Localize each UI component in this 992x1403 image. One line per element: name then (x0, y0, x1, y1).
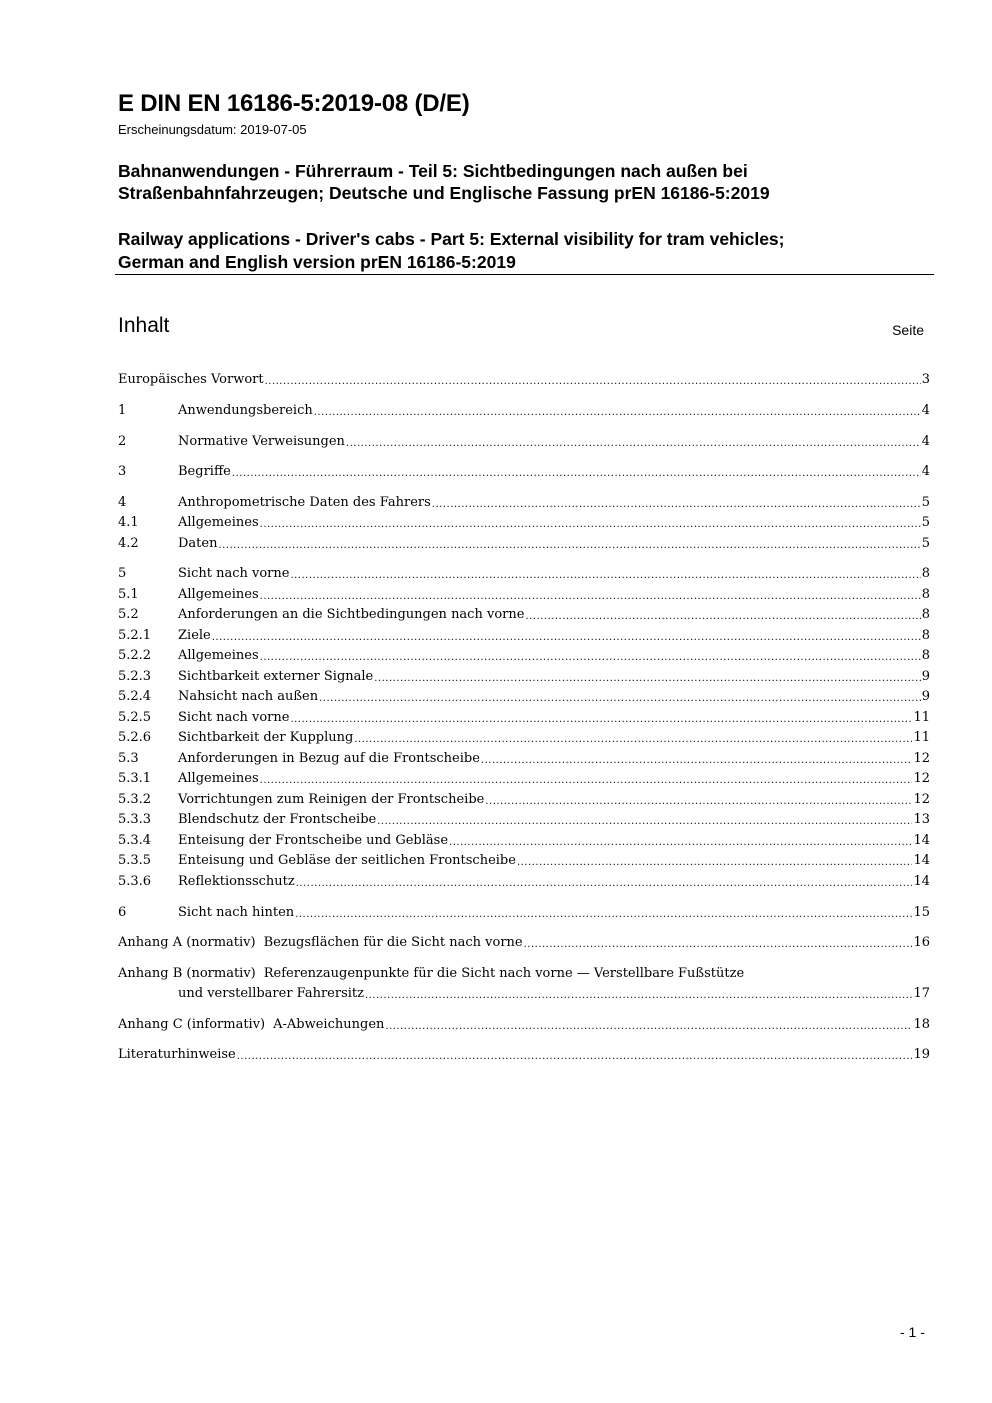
toc-entry-page: 14 (913, 833, 930, 848)
toc-entry[interactable] (118, 626, 930, 646)
toc-leader-dots (314, 405, 921, 421)
toc-entry-title: Enteisung und Gebläse der seitlichen Frontscheibe (178, 853, 516, 868)
toc-annex-a[interactable] (118, 933, 930, 953)
toc-leader-dots (260, 650, 921, 666)
toc-entry-number: 2 (118, 434, 127, 449)
toc-leader-dots (385, 1019, 912, 1035)
toc-leader-dots (218, 538, 920, 554)
toc-entry[interactable] (118, 585, 930, 605)
toc-entry-title-line-1: Referenzaugenpunkte für die Sicht nach vorne — Verstellbare Fußstütze (263, 966, 745, 981)
toc-entry-page: 4 (921, 403, 930, 418)
toc-entry-title: Anforderungen in Bezug auf die Frontscheibe (178, 751, 480, 766)
title-english (118, 228, 928, 274)
toc-annex-c[interactable] (118, 1015, 930, 1035)
toc-annex-b[interactable] (118, 964, 930, 984)
toc-entry-title: Allgemeines (178, 515, 259, 530)
toc-leader-dots (295, 907, 912, 923)
toc-entry-page: 5 (921, 515, 930, 530)
toc-entry-title: Sicht nach vorne (178, 566, 290, 581)
toc-entry-number: 5 (118, 566, 127, 581)
toc-entry-number: 6 (118, 905, 127, 920)
document-id: E DIN EN 16186-5:2019-08 (D/E) (118, 90, 470, 117)
toc-entry-title: Begriffe (178, 464, 231, 479)
toc-entry-number: 5.2.3 (118, 669, 152, 684)
toc-entry-page: 8 (921, 648, 930, 663)
toc-entry-page: 18 (913, 1017, 930, 1032)
toc-entry-number: 5.2.4 (118, 689, 152, 704)
toc-entry[interactable] (118, 432, 930, 452)
toc-entry-page: 5 (921, 495, 930, 510)
toc-entry-title: Reflektionsschutz (178, 874, 295, 889)
page-number: - 1 - (900, 1324, 925, 1340)
toc-entry[interactable] (118, 370, 930, 390)
toc-entry[interactable] (118, 667, 930, 687)
toc-entry-title: Allgemeines (178, 587, 259, 602)
title-german (118, 160, 928, 204)
toc-entry[interactable] (118, 810, 930, 830)
toc-entry-title: Daten (178, 536, 218, 551)
toc-entry-number: 1 (118, 403, 127, 418)
toc-entry-page: 16 (913, 935, 930, 950)
toc-entry[interactable] (118, 646, 930, 666)
toc-leader-dots (449, 835, 912, 851)
toc-entry-number: 5.3.1 (118, 771, 152, 786)
toc-leader-dots (260, 773, 913, 789)
toc-entry-page: 17 (913, 986, 930, 1001)
toc-entry-page: 14 (913, 853, 930, 868)
toc-entry-number: 4 (118, 495, 127, 510)
toc-leader-dots (432, 497, 921, 513)
toc-entry-number: 5.1 (118, 587, 139, 602)
toc-entry-page: 12 (913, 751, 930, 766)
toc-entry-page: 8 (921, 607, 930, 622)
toc-leader-dots (525, 609, 920, 625)
toc-entry-title: Ziele (178, 628, 211, 643)
toc-annex-b-continuation[interactable] (118, 984, 930, 1004)
toc-entry-page: 19 (913, 1047, 930, 1062)
toc-entry-number: 5.3.6 (118, 874, 152, 889)
toc-entry-title: Blendschutz der Frontscheibe (178, 812, 377, 827)
toc-leader-dots (524, 937, 913, 953)
toc-entry[interactable] (118, 903, 930, 923)
toc-page-label: Seite (892, 322, 924, 338)
toc-entry-title-line-2: und verstellbarer Fahrersitz (178, 986, 364, 1001)
title-english-line-1: Railway applications - Driver's cabs - Part 5: External visibility for tram vehicles; (118, 229, 785, 249)
toc-entry-number: 3 (118, 464, 127, 479)
title-divider (115, 274, 934, 275)
toc-entry[interactable] (118, 493, 930, 513)
toc-entry-page: 9 (921, 689, 930, 704)
toc-entry-page: 15 (913, 905, 930, 920)
toc-entry-page: 12 (913, 771, 930, 786)
toc-entry-page: 12 (913, 792, 930, 807)
toc-entry-title: Anforderungen an die Sichtbedingungen nach vorne (178, 607, 525, 622)
toc-leader-dots (374, 671, 920, 687)
toc-heading: Inhalt (118, 314, 170, 337)
toc-entry-page: 8 (921, 587, 930, 602)
toc-leader-dots (485, 794, 912, 810)
toc-entry-number: 5.2.6 (118, 730, 152, 745)
toc-annex-label: Anhang C (informativ) (118, 1017, 266, 1032)
toc-entry-title: Allgemeines (178, 771, 259, 786)
toc-entry-title: Sicht nach hinten (178, 905, 295, 920)
toc-entry-number: 5.3.2 (118, 792, 152, 807)
toc-annex-label: Anhang B (normativ) (118, 966, 256, 981)
toc-entry-number: 5.3 (118, 751, 139, 766)
toc-leader-dots (377, 814, 912, 830)
toc-entry[interactable] (118, 462, 930, 482)
toc-entry[interactable] (118, 851, 930, 871)
toc-entry-number: 5.3.3 (118, 812, 152, 827)
toc-annex-label: Anhang A (normativ) (118, 935, 256, 950)
toc-entry-title: Sichtbarkeit externer Signale (178, 669, 374, 684)
toc-entry-page: 14 (913, 874, 930, 889)
toc-entry[interactable] (118, 790, 930, 810)
toc-entry-page: 4 (921, 464, 930, 479)
toc-entry-page: 11 (913, 730, 930, 745)
toc-entry-number: 4.1 (118, 515, 139, 530)
toc-entry[interactable] (118, 513, 930, 533)
toc-entry-page: 9 (921, 669, 930, 684)
toc-entry-title: Bezugsflächen für die Sicht nach vorne (263, 935, 523, 950)
toc-leader-dots (346, 436, 921, 452)
toc-entry[interactable] (118, 534, 930, 554)
toc-leader-dots (260, 589, 921, 605)
toc-entry-number: 5.2.1 (118, 628, 152, 643)
toc-entry-number: 5.2 (118, 607, 139, 622)
toc-leader-dots (237, 1049, 913, 1065)
toc-entry[interactable] (118, 749, 930, 769)
toc-entry-number: 5.2.5 (118, 710, 152, 725)
toc-entry-number: 5.2.2 (118, 648, 152, 663)
toc-leader-dots (517, 855, 913, 871)
toc-leader-dots (265, 374, 921, 390)
toc-entry-page: 8 (921, 628, 930, 643)
toc-entry[interactable] (118, 769, 930, 789)
toc-entry-page: 8 (921, 566, 930, 581)
toc-bibliography[interactable] (118, 1045, 930, 1065)
toc-entry-page: 3 (921, 372, 930, 387)
toc-entry-page: 4 (921, 434, 930, 449)
toc-entry-title: Enteisung der Frontscheibe und Gebläse (178, 833, 449, 848)
toc-entry-number: 4.2 (118, 536, 139, 551)
toc-entry-title: Vorrichtungen zum Reinigen der Frontscheibe (178, 792, 485, 807)
toc-leader-dots (290, 568, 920, 584)
toc-entry[interactable] (118, 687, 930, 707)
toc-entry-page: 11 (913, 710, 930, 725)
toc-entry-title: Anthropometrische Daten des Fahrers (178, 495, 431, 510)
toc-entry-title: Allgemeines (178, 648, 259, 663)
toc-leader-dots (319, 691, 921, 707)
toc-entry-title: Anwendungsbereich (178, 403, 313, 418)
toc-entry-number: 5.3.4 (118, 833, 152, 848)
toc-entry[interactable] (118, 708, 930, 728)
toc-entry-title: Sichtbarkeit der Kupplung (178, 730, 354, 745)
toc-leader-dots (260, 517, 921, 533)
toc-leader-dots (354, 732, 912, 748)
toc-leader-dots (481, 753, 913, 769)
toc-entry-page: 13 (913, 812, 930, 827)
toc-entry-title: Sicht nach vorne (178, 710, 290, 725)
toc-leader-dots (232, 466, 921, 482)
toc-leader-dots (290, 712, 912, 728)
title-german-line-1: Bahnanwendungen - Führerraum - Teil 5: Sichtbedingungen nach außen bei (118, 161, 748, 181)
toc-leader-dots (212, 630, 921, 646)
toc-entry[interactable] (118, 401, 930, 421)
toc-entry-number: 5.3.5 (118, 853, 152, 868)
toc-entry[interactable] (118, 564, 930, 584)
toc-entry-title: Europäisches Vorwort (118, 372, 264, 387)
issue-date: Erscheinungsdatum: 2019-07-05 (118, 122, 307, 137)
toc-entry-title: A-Abweichungen (273, 1017, 385, 1032)
title-german-line-2: Straßenbahnfahrzeugen; Deutsche und Englische Fassung prEN 16186-5:2019 (118, 183, 770, 203)
toc-leader-dots (365, 988, 912, 1004)
toc-entry[interactable] (118, 605, 930, 625)
toc-entry[interactable] (118, 728, 930, 748)
toc-entry[interactable] (118, 872, 930, 892)
toc-entry-title: Normative Verweisungen (178, 434, 345, 449)
title-english-line-2: German and English version prEN 16186-5:2019 (118, 252, 516, 272)
toc-entry-title: Nahsicht nach außen (178, 689, 319, 704)
toc-entry-title: Literaturhinweise (118, 1047, 236, 1062)
toc-leader-dots (296, 876, 913, 892)
toc-entry-page: 5 (921, 536, 930, 551)
toc-entry[interactable] (118, 831, 930, 851)
